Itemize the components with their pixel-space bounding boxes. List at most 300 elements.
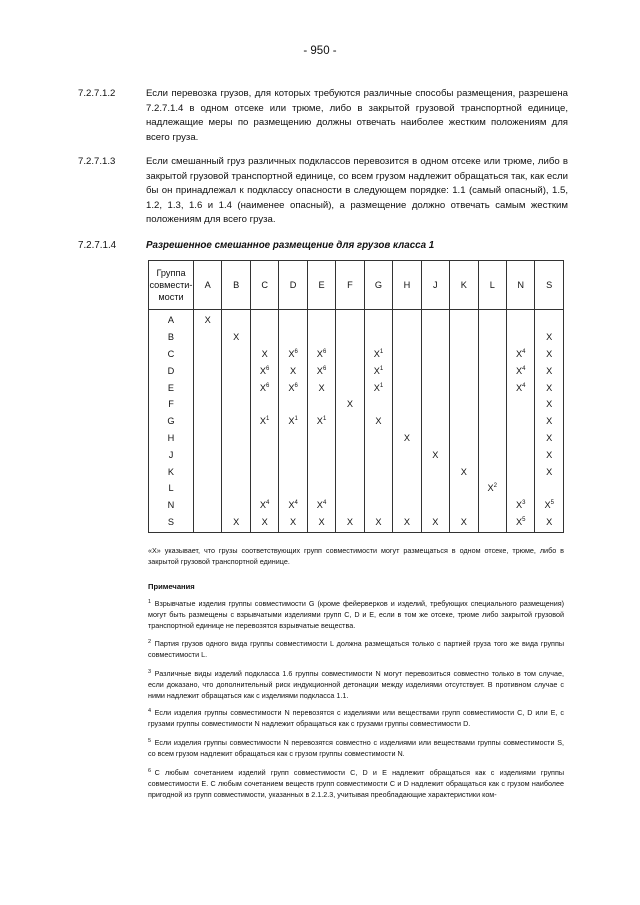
cell-footnote: 4 [294,500,298,507]
table-cell [421,310,449,329]
table-cell [506,446,534,463]
table-cell [250,413,278,430]
column-header: B [222,261,250,310]
cell-mark: X [515,500,523,511]
table-row [149,346,564,363]
table-cell [222,480,250,497]
table-cell [279,396,307,413]
table-title: Разрешенное смешанное размещение для грузов класса 1 [146,240,435,251]
column-header: J [421,261,449,310]
table-cell [250,514,278,533]
cell-footnote: 1 [379,365,384,372]
table-cell [222,463,250,480]
column-header: K [450,261,478,310]
cell-mark: X [290,516,297,527]
table-cell [364,310,392,329]
table-cell [336,480,364,497]
cell-footnote: 6 [322,365,327,372]
table-cell [535,446,564,463]
note-item [148,598,564,631]
table-cell [393,362,421,379]
table-cell [478,430,506,447]
cell-mark: X [460,466,467,477]
table-cell [506,329,534,346]
table-cell [307,446,335,463]
cell-footnote: 4 [522,382,526,389]
cell-footnote: 1 [266,416,270,423]
table-cell [364,329,392,346]
table-cell [336,379,364,396]
legend-note: «X» указывает, что грузы соответствующих групп совместимости могут размещаться в одном отсеке, трюме, либо в закрытой грузовой транспортной единице. [148,546,564,566]
cell-footnote: 6 [266,382,270,389]
cell-mark: X [460,516,467,527]
row-label: D [149,362,194,379]
column-header: A [194,261,222,310]
table-cell [450,379,478,396]
cell-footnote: 1 [322,416,327,423]
table-cell [307,396,335,413]
cell-mark: X [403,516,410,527]
table-cell [222,362,250,379]
table-header-row [149,261,564,310]
cell-mark: X [288,382,295,393]
table-cell [535,514,564,533]
table-cell [222,346,250,363]
table-cell [307,362,335,379]
table-cell [364,497,392,514]
table-cell [450,413,478,430]
cell-footnote: 3 [522,500,526,507]
table-row [149,480,564,497]
table-cell [535,346,564,363]
row-label: L [149,480,194,497]
cell-footnote: 4 [522,365,526,372]
compatibility-table [148,260,564,533]
table-cell [506,430,534,447]
table-cell [222,430,250,447]
table-cell [506,480,534,497]
cell-footnote: 4 [266,500,270,507]
cell-mark: X [546,516,553,527]
table-cell [222,497,250,514]
cell-mark: X [546,432,553,443]
paragraph-number: 7.2.7.1.3 [78,156,116,167]
note-item [148,737,564,759]
table-cell [535,430,564,447]
table-cell [450,480,478,497]
table-cell [450,346,478,363]
table-cell [250,497,278,514]
cell-mark: X [432,449,439,460]
table-cell [393,413,421,430]
table-cell [307,430,335,447]
table-cell [421,446,449,463]
note-number: 5 [148,738,152,744]
table-cell [194,413,222,430]
table-row [149,329,564,346]
table-row [149,413,564,430]
note-item [148,668,564,701]
table-cell [450,430,478,447]
table-cell [194,514,222,533]
cell-mark: X [546,416,553,427]
table-cell [194,396,222,413]
table-row [149,310,564,329]
table-cell [222,514,250,533]
note-number: 4 [148,708,152,714]
table-cell [450,463,478,480]
table-cell [421,497,449,514]
cell-mark: X [373,382,380,393]
table-cell [279,463,307,480]
cell-mark: X [546,348,553,359]
table-cell [336,346,364,363]
table-cell [450,362,478,379]
cell-mark: X [373,348,380,359]
table-cell [506,463,534,480]
table-body [149,310,564,533]
table-cell [250,379,278,396]
cell-mark: X [259,365,267,376]
table-cell [222,310,250,329]
table-cell [535,362,564,379]
table-cell [535,497,564,514]
table-cell [336,362,364,379]
page-number: - 950 - [303,45,337,57]
table-cell [393,329,421,346]
table-cell [194,463,222,480]
table-cell [421,379,449,396]
cell-mark: X [432,516,439,527]
cell-mark: X [290,365,297,376]
table-cell [450,396,478,413]
table-cell [307,497,335,514]
cell-footnote: 2 [493,483,497,490]
table-cell [535,463,564,480]
table-cell [478,480,506,497]
table-cell [450,446,478,463]
table-cell [279,346,307,363]
paragraph-text: Если перевозка грузов, для которых требуются различные способы размещения, разрешена 7.2.7.1.4 в одном отсеке или трюме, либо в закрытой грузовой транспортной единице, надлежащие меры по размещению должны отвечать наиболее жестким положениям для всего груза. [146,88,568,143]
table-cell [250,430,278,447]
row-label: F [149,396,194,413]
table-row [149,362,564,379]
cell-mark: X [515,348,523,359]
table-cell [478,346,506,363]
table-cell [279,413,307,430]
table-cell [194,310,222,329]
cell-mark: X [316,365,323,376]
table-cell [307,346,335,363]
table-cell [421,514,449,533]
row-label: C [149,346,194,363]
cell-footnote: 1 [294,416,298,423]
table-cell [279,446,307,463]
cell-mark: X [259,416,267,427]
cell-mark: X [259,382,267,393]
table-cell [307,329,335,346]
table-cell [222,396,250,413]
cell-mark: X [546,399,553,410]
table-cell [194,329,222,346]
note-text: С любым сочетанием изделий групп совместимости C, D и E надлежит обращаться как с изделиями группы совместимости E. С любым сочетанием веществ групп совместимости C и D надлежит обращаться как с грузом наиболее пригодной из групп совместимости, указанных в 2.1.2.3, учитывая преобладающие характеристики ком- [148,768,564,799]
cell-footnote: 1 [379,348,384,355]
cell-mark: X [375,416,382,427]
table-cell [393,514,421,533]
table-cell [506,379,534,396]
table-row [149,446,564,463]
table-cell [535,396,564,413]
cell-mark: X [346,516,354,527]
table-cell [478,396,506,413]
row-label: G [149,413,194,430]
table-cell [250,396,278,413]
cell-footnote: 6 [266,365,270,372]
table-cell [250,463,278,480]
cell-mark: X [316,348,323,359]
notes-heading: Примечания [148,582,195,591]
corner-header [149,261,194,310]
table-cell [250,346,278,363]
table-cell [393,480,421,497]
table-cell [535,480,564,497]
table-cell [535,379,564,396]
paragraph-text: Если смешанный груз различных подклассов перевозится в одном отсеке или трюме, либо в закрытой грузовой транспортной единице, со всем грузом надлежит обращаться так, как если бы он принадлежал к подклассу опасности в следующем порядке: 1.1 (самый опасный), 1.5, 1.2, 1.3, 1.6 и 1.4 (наименее опасный), а размещение должно отвечать самым жестким положениям для всего груза. [146,156,568,225]
table-cell [279,430,307,447]
table-cell [421,413,449,430]
table-cell [336,310,364,329]
cell-mark: X [546,466,553,477]
table-cell [336,396,364,413]
cell-mark: X [515,382,523,393]
table-cell [506,310,534,329]
table-cell [393,446,421,463]
note-item [148,707,564,729]
table-cell [450,514,478,533]
table-cell [307,463,335,480]
table-cell [393,310,421,329]
table-row [149,514,564,533]
table-cell [307,514,335,533]
cell-mark: X [233,332,240,343]
cell-mark: X [261,516,268,527]
table-cell [307,379,335,396]
table-cell [307,480,335,497]
cell-footnote: 4 [322,500,327,507]
cell-mark: X [375,516,382,527]
row-label: A [149,310,194,329]
table-cell [194,430,222,447]
column-header: L [478,261,506,310]
table-cell [450,310,478,329]
row-label: J [149,446,194,463]
table-cell [393,346,421,363]
table-cell [364,346,392,363]
table-cell [421,396,449,413]
cell-mark: X [515,516,523,527]
table-cell [336,413,364,430]
table-cell [450,497,478,514]
column-header: S [535,261,564,310]
cell-mark: X [288,500,295,511]
cell-mark: X [316,416,323,427]
table-cell [336,329,364,346]
table-cell [421,480,449,497]
cell-mark: X [233,516,240,527]
table-cell [478,497,506,514]
table-cell [478,413,506,430]
table-cell [421,329,449,346]
table-row [149,379,564,396]
table-cell [478,463,506,480]
table-cell [478,310,506,329]
table-cell [222,379,250,396]
table-cell [279,514,307,533]
table-cell [393,396,421,413]
table-cell [478,329,506,346]
cell-mark: X [544,500,551,511]
table-cell [250,310,278,329]
row-label: K [149,463,194,480]
table-cell [279,310,307,329]
column-header: F [336,261,364,310]
table-cell [506,497,534,514]
table-cell [364,362,392,379]
note-number: 2 [148,639,152,645]
column-header: H [393,261,421,310]
table-cell [535,310,564,329]
note-number: 3 [148,669,152,675]
table-cell [393,497,421,514]
row-label: E [149,379,194,396]
row-label: H [149,430,194,447]
cell-mark: X [487,483,494,494]
cell-mark: X [373,365,380,376]
row-label: B [149,329,194,346]
table-cell [364,446,392,463]
table-cell [336,463,364,480]
cell-mark: X [546,449,553,460]
table-cell [506,413,534,430]
table-cell [364,413,392,430]
table-cell [364,430,392,447]
table-cell [307,413,335,430]
column-header: D [279,261,307,310]
cell-mark: X [546,382,553,393]
cell-footnote: 5 [522,516,526,523]
table-section-number: 7.2.7.1.4 [78,240,117,251]
cell-mark: X [318,516,325,527]
table-cell [364,514,392,533]
table-cell [364,379,392,396]
table-cell [194,480,222,497]
note-item [148,767,564,800]
cell-mark: X [318,382,325,393]
cell-footnote: 5 [550,500,554,507]
table-cell [194,346,222,363]
table-cell [421,362,449,379]
cell-mark: X [261,348,268,359]
cell-footnote: 1 [379,382,384,389]
note-number: 6 [148,768,152,774]
table-cell [250,446,278,463]
cell-footnote: 4 [522,348,526,355]
table-cell [250,329,278,346]
table-cell [478,362,506,379]
table-cell [535,329,564,346]
table-cell [478,446,506,463]
cell-footnote: 6 [322,348,327,355]
cell-mark: X [515,365,523,376]
table-row [149,497,564,514]
cell-mark: X [288,416,295,427]
column-header: E [307,261,335,310]
column-header: G [364,261,392,310]
table-cell [336,446,364,463]
table-cell [506,362,534,379]
cell-footnote: 6 [294,382,298,389]
table-cell [393,379,421,396]
cell-mark: X [403,432,410,443]
table-cell [194,497,222,514]
table-cell [279,329,307,346]
corner-header-line: мости [158,292,184,302]
table-cell [279,480,307,497]
corner-header-line: совмести- [149,280,193,290]
cell-mark: X [546,365,553,376]
table-cell [336,514,364,533]
table-cell [279,362,307,379]
table-cell [364,396,392,413]
cell-mark: X [316,500,323,511]
column-header: C [250,261,278,310]
table-cell [535,413,564,430]
table-cell [279,379,307,396]
table-cell [450,329,478,346]
table-row [149,430,564,447]
table-cell [393,463,421,480]
cell-mark: X [259,500,267,511]
table-cell [364,463,392,480]
table-row [149,463,564,480]
note-text: Партия грузов одного вида группы совместимости L должна размещаться только с партией груза того же вида группы совместимости L. [148,639,564,659]
table-cell [222,446,250,463]
table-cell [478,514,506,533]
table-cell [506,396,534,413]
note-text: Различные виды изделий подкласса 1.6 группы совместимости N могут перевозиться совместно только в том случае, если доказано, что дополнительный риск индукционной детонации между изделиями отсутствует. В противном случае с ними надлежит обращаться как с изделиями подкласса 1.1. [148,669,564,700]
table-cell [194,362,222,379]
table-cell [364,480,392,497]
table-cell [336,497,364,514]
paragraph-number: 7.2.7.1.2 [78,88,116,99]
cell-mark: X [346,399,354,410]
table-cell [307,310,335,329]
table-cell [194,446,222,463]
table-cell [393,430,421,447]
table-cell [421,463,449,480]
cell-mark: X [546,332,553,343]
table-cell [222,329,250,346]
table-cell [279,497,307,514]
row-label: N [149,497,194,514]
cell-footnote: 6 [294,348,298,355]
table-cell [421,346,449,363]
note-text: Если изделия группы совместимости N перевозятся с изделиями или веществами групп совместимости C, D или E, с грузами группы совместимости N надлежит обращаться как с грузами группы совместимости D. [148,708,564,728]
table-cell [506,514,534,533]
cell-mark: X [288,348,295,359]
table-cell [250,480,278,497]
row-label: S [149,514,194,533]
